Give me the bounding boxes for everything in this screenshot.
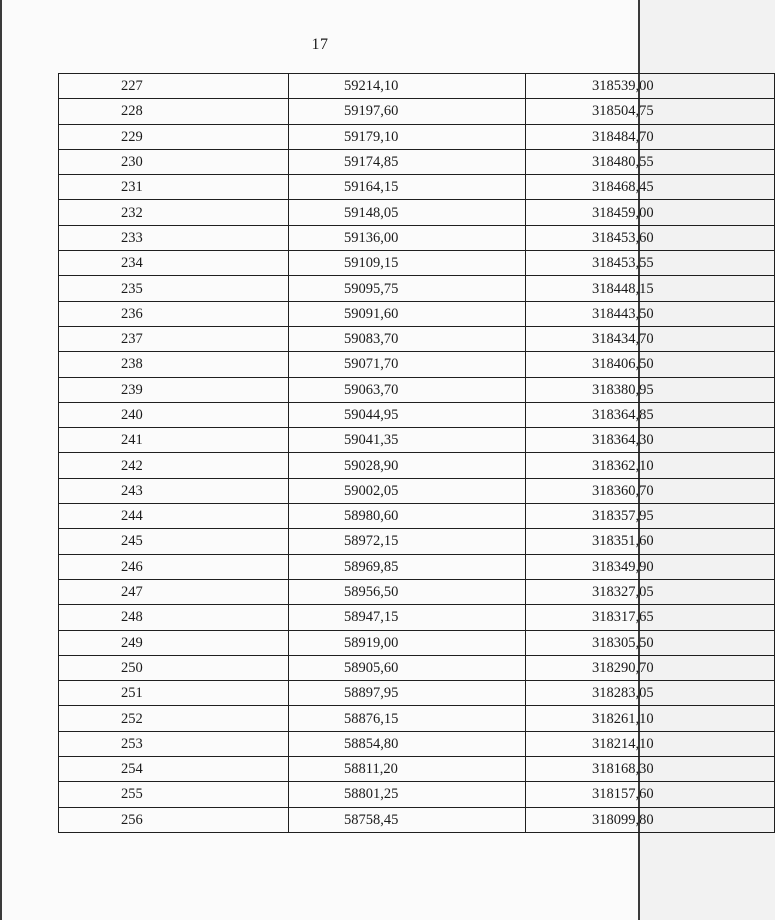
table-row: [59, 807, 775, 832]
x-coordinate-cell: 59091,60: [289, 301, 526, 326]
coordinates-table: [58, 73, 775, 833]
x-coordinate-cell: 58811,20: [289, 757, 526, 782]
y-coordinate-cell: 318480,55: [526, 149, 775, 174]
point-number-cell: 238: [59, 352, 289, 377]
x-coordinate-cell: 59214,10: [289, 74, 526, 99]
y-coordinate-cell: 318168,30: [526, 757, 775, 782]
point-number-cell: 229: [59, 124, 289, 149]
x-coordinate-cell: 59179,10: [289, 124, 526, 149]
x-coordinate-cell: 58801,25: [289, 782, 526, 807]
point-number-cell: 227: [59, 74, 289, 99]
x-coordinate-cell: 58969,85: [289, 554, 526, 579]
point-number-cell: 242: [59, 453, 289, 478]
table-row: [59, 478, 775, 503]
table-row: [59, 251, 775, 276]
y-coordinate-cell: 318504,75: [526, 99, 775, 124]
table-row: [59, 630, 775, 655]
table-row: [59, 149, 775, 174]
point-number-cell: 253: [59, 731, 289, 756]
x-coordinate-cell: 59002,05: [289, 478, 526, 503]
x-coordinate-cell: 59174,85: [289, 149, 526, 174]
x-coordinate-cell: 59197,60: [289, 99, 526, 124]
table-row: [59, 731, 775, 756]
table-row: [59, 428, 775, 453]
y-coordinate-cell: 318214,10: [526, 731, 775, 756]
x-coordinate-cell: 58897,95: [289, 681, 526, 706]
x-coordinate-cell: 59109,15: [289, 251, 526, 276]
table-row: [59, 605, 775, 630]
table-row: [59, 301, 775, 326]
table-row: [59, 554, 775, 579]
y-coordinate-cell: 318453,55: [526, 251, 775, 276]
x-coordinate-cell: 59136,00: [289, 225, 526, 250]
point-number-cell: 240: [59, 402, 289, 427]
x-coordinate-cell: 59044,95: [289, 402, 526, 427]
y-coordinate-cell: 318261,10: [526, 706, 775, 731]
x-coordinate-cell: 58972,15: [289, 529, 526, 554]
x-coordinate-cell: 59028,90: [289, 453, 526, 478]
table-row: [59, 453, 775, 478]
table-row: [59, 200, 775, 225]
y-coordinate-cell: 318380,95: [526, 377, 775, 402]
y-coordinate-cell: 318484,70: [526, 124, 775, 149]
point-number-cell: 244: [59, 504, 289, 529]
table-row: [59, 655, 775, 680]
x-coordinate-cell: 58876,15: [289, 706, 526, 731]
table-row: [59, 175, 775, 200]
table-row: [59, 504, 775, 529]
point-number-cell: 256: [59, 807, 289, 832]
page-number: 17: [311, 36, 329, 53]
point-number-cell: 245: [59, 529, 289, 554]
y-coordinate-cell: 318364,85: [526, 402, 775, 427]
point-number-cell: 255: [59, 782, 289, 807]
y-coordinate-cell: 318459,00: [526, 200, 775, 225]
x-coordinate-cell: 59164,15: [289, 175, 526, 200]
table-row: [59, 529, 775, 554]
table-row: [59, 706, 775, 731]
table-row: [59, 402, 775, 427]
y-coordinate-cell: 318468,45: [526, 175, 775, 200]
x-coordinate-cell: 59063,70: [289, 377, 526, 402]
y-coordinate-cell: 318099,80: [526, 807, 775, 832]
y-coordinate-cell: 318434,70: [526, 326, 775, 351]
point-number-cell: 250: [59, 655, 289, 680]
y-coordinate-cell: 318290,70: [526, 655, 775, 680]
point-number-cell: 254: [59, 757, 289, 782]
y-coordinate-cell: 318539,00: [526, 74, 775, 99]
y-coordinate-cell: 318327,05: [526, 579, 775, 604]
point-number-cell: 237: [59, 326, 289, 351]
y-coordinate-cell: 318305,50: [526, 630, 775, 655]
table-row: [59, 74, 775, 99]
point-number-cell: 239: [59, 377, 289, 402]
y-coordinate-cell: 318443,50: [526, 301, 775, 326]
point-number-cell: 235: [59, 276, 289, 301]
point-number-cell: 231: [59, 175, 289, 200]
point-number-cell: 241: [59, 428, 289, 453]
point-number-cell: 252: [59, 706, 289, 731]
point-number-cell: 248: [59, 605, 289, 630]
x-coordinate-cell: 59095,75: [289, 276, 526, 301]
x-coordinate-cell: 59041,35: [289, 428, 526, 453]
x-coordinate-cell: 58919,00: [289, 630, 526, 655]
point-number-cell: 236: [59, 301, 289, 326]
table-row: [59, 757, 775, 782]
table-row: [59, 681, 775, 706]
point-number-cell: 234: [59, 251, 289, 276]
point-number-cell: 230: [59, 149, 289, 174]
y-coordinate-cell: 318349,90: [526, 554, 775, 579]
y-coordinate-cell: 318448,15: [526, 276, 775, 301]
y-coordinate-cell: 318360,70: [526, 478, 775, 503]
table-row: [59, 225, 775, 250]
x-coordinate-cell: 58947,15: [289, 605, 526, 630]
table-row: [59, 377, 775, 402]
table-row: [59, 579, 775, 604]
coordinates-table-body: [59, 74, 775, 833]
y-coordinate-cell: 318357,95: [526, 504, 775, 529]
x-coordinate-cell: 59071,70: [289, 352, 526, 377]
x-coordinate-cell: 58905,60: [289, 655, 526, 680]
point-number-cell: 232: [59, 200, 289, 225]
table-row: [59, 99, 775, 124]
point-number-cell: 251: [59, 681, 289, 706]
table-row: [59, 326, 775, 351]
point-number-cell: 249: [59, 630, 289, 655]
y-coordinate-cell: 318362,10: [526, 453, 775, 478]
table-row: [59, 124, 775, 149]
point-number-cell: 233: [59, 225, 289, 250]
x-coordinate-cell: 59148,05: [289, 200, 526, 225]
point-number-cell: 243: [59, 478, 289, 503]
x-coordinate-cell: 59083,70: [289, 326, 526, 351]
y-coordinate-cell: 318351,60: [526, 529, 775, 554]
point-number-cell: 247: [59, 579, 289, 604]
y-coordinate-cell: 318317,65: [526, 605, 775, 630]
y-coordinate-cell: 318406,50: [526, 352, 775, 377]
scan-edge-left: [0, 0, 2, 920]
y-coordinate-cell: 318283,05: [526, 681, 775, 706]
table-row: [59, 352, 775, 377]
point-number-cell: 228: [59, 99, 289, 124]
x-coordinate-cell: 58980,60: [289, 504, 526, 529]
x-coordinate-cell: 58956,50: [289, 579, 526, 604]
x-coordinate-cell: 58758,45: [289, 807, 526, 832]
y-coordinate-cell: 318453,60: [526, 225, 775, 250]
y-coordinate-cell: 318364,30: [526, 428, 775, 453]
table-row: [59, 782, 775, 807]
x-coordinate-cell: 58854,80: [289, 731, 526, 756]
y-coordinate-cell: 318157,60: [526, 782, 775, 807]
table-row: [59, 276, 775, 301]
point-number-cell: 246: [59, 554, 289, 579]
